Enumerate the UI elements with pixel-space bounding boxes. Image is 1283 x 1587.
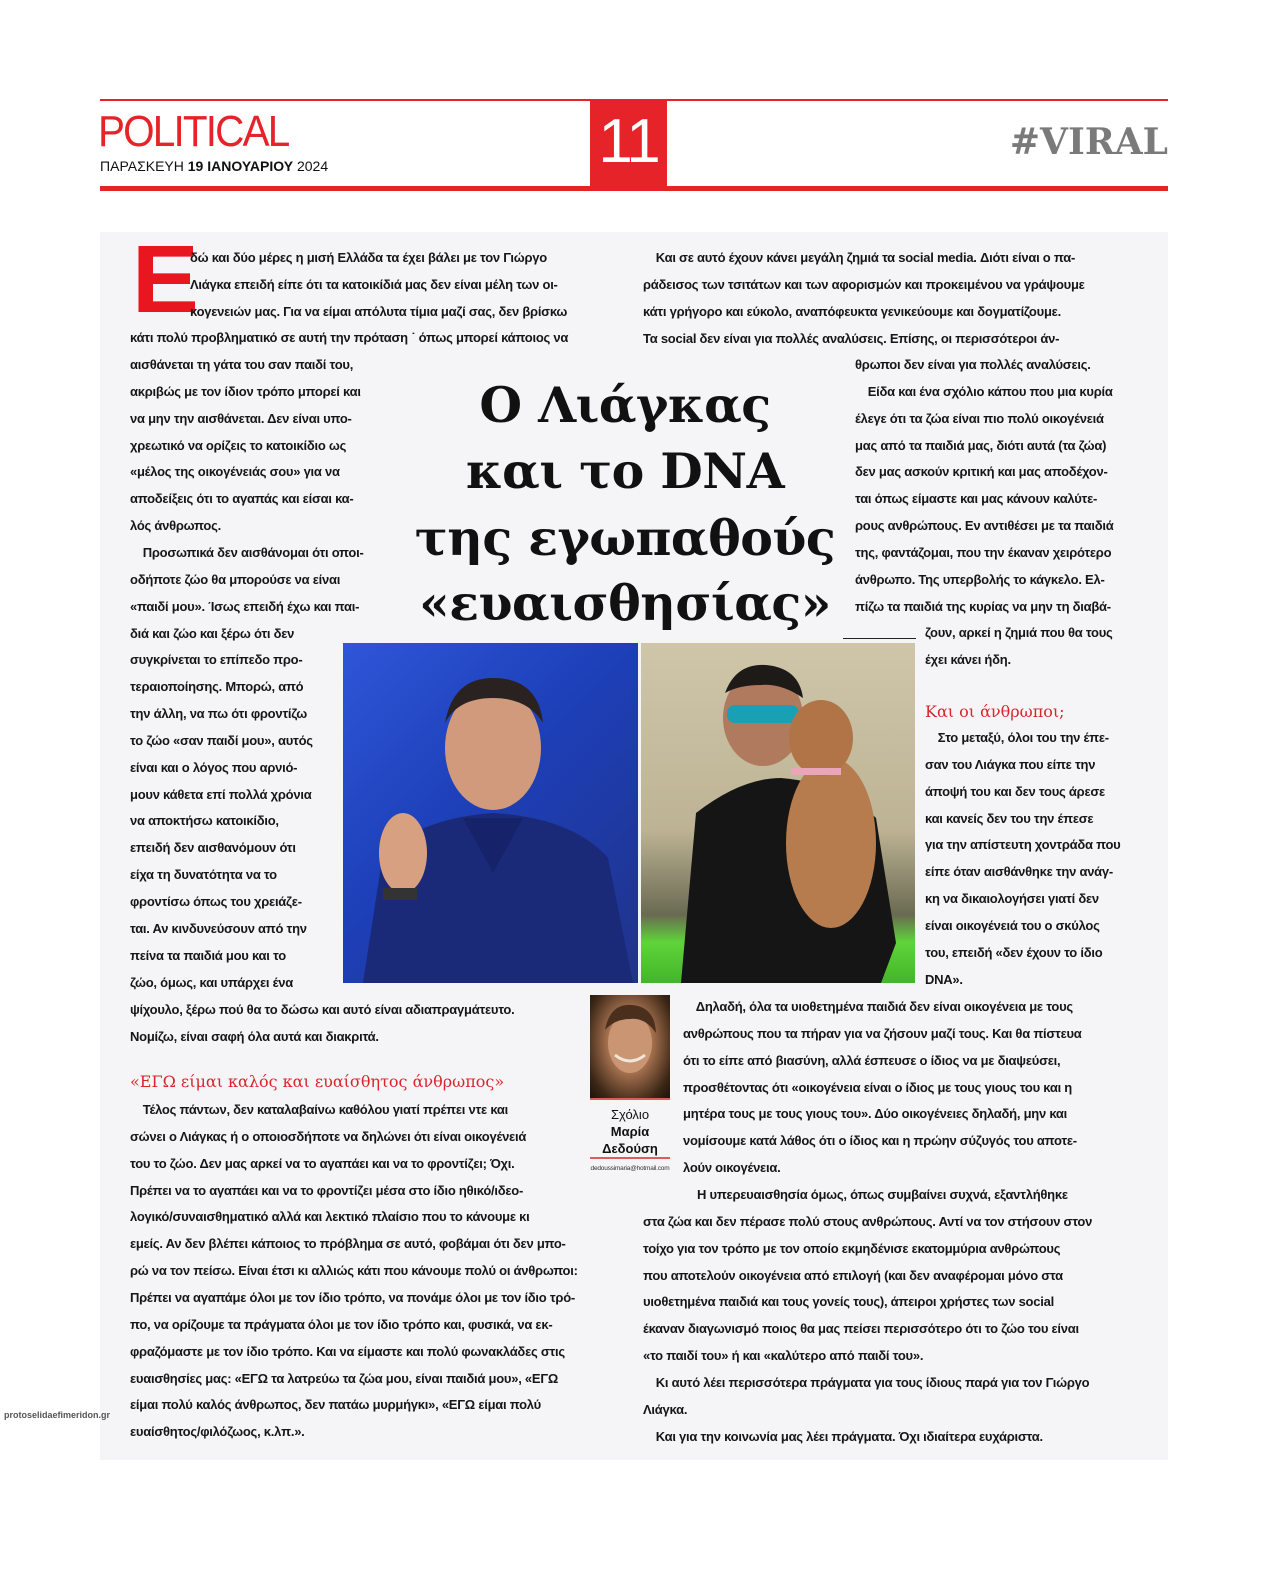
headline-line-3: της εγωπαθούς	[414, 509, 836, 567]
header-bottom-rule	[100, 186, 1168, 191]
photo-top-rule	[843, 638, 916, 639]
text-line: ρους ανθρώπους. Εν αντιθέσει με τα παιδιά	[855, 518, 1114, 534]
text-line: έκαναν διαγωνισμό ποιος θα μας πείσει περισσότερο ότι το ζώο του είναι	[643, 1321, 1079, 1337]
text-line: προσθέτοντας ότι «οικογένεια είναι ο ίδιος με τους γιους του και η	[683, 1079, 1073, 1095]
text-line: Πρέπει να το αγαπάει και να το φροντίζει μέσα στο ίδιο ηθικό/ιδεο-	[130, 1182, 524, 1198]
text-line: ζουν, αρκεί η ζημιά που θα τους	[925, 625, 1113, 640]
text-line: σώνει ο Λιάγκας ή ο οποιοσδήποτε να δηλώνει ότι είναι οικογένειά	[130, 1128, 527, 1144]
section-title: POLITICAL	[98, 107, 289, 156]
headline-line-4: «ευαισθησίας»	[419, 574, 831, 632]
text-line: μητέρα τους με τους γιους του». Δύο οικογένειες δηλαδή, μην και	[683, 1106, 1067, 1122]
text-line: λογικό/συναισθηματικό αλλά και λεκτικό πλαίσιο που το κάνουμε κι	[130, 1209, 530, 1225]
text-line: αποδείξεις ότι το αγαπάς και είσαι κα-	[130, 491, 354, 507]
dog-owner-illustration	[641, 643, 915, 983]
subheading-people: Και οι άνθρωποι;	[925, 702, 1065, 721]
text-line: για την απίστευτη χοντράδα που	[925, 837, 1121, 853]
text-line: λούν οικογένεια.	[683, 1160, 781, 1176]
text-line: «παιδί μου». Ίσως επειδή έχω και παι-	[130, 598, 360, 614]
subheading-ego: «ΕΓΩ είμαι καλός και ευαίσθητος άνθρωπος»	[130, 1072, 505, 1091]
text-line: πείνα τα παιδιά μου και το	[130, 947, 286, 963]
author-last-name: Δεδούση	[602, 1141, 658, 1156]
headline-line-1: Ο Λιάγκας	[479, 376, 771, 434]
text-line: ότι το είπε από βιασύνη, αλλά έσπευσε ο ίδιος να με διαψεύσει,	[683, 1052, 1061, 1068]
text-line: συγκρίνεται το επίπεδο προ-	[130, 652, 303, 668]
author-label: Σχόλιο	[610, 1107, 650, 1122]
text-line: είναι οικογένειά του ο σκύλος	[925, 917, 1100, 933]
text-line: να αποκτήσω κατοικίδιο,	[130, 813, 279, 829]
text-line: ευαισθησίες μας: «ΕΓΩ τα λατρεύω τα ζώα μου, είναι παιδιά μου», «ΕΓΩ	[130, 1370, 559, 1386]
text-line: έχει κάνει ήδη.	[925, 651, 1011, 667]
text-line: μουν κάθετα επί πολλά χρόνια	[130, 786, 312, 802]
text-line: επειδή δεν αισθανόμουν ότι	[130, 840, 296, 856]
text-line: φραζόμαστε με τον ίδιο τρόπο. Και να είμαστε και πολύ φωνακλάδες στις	[130, 1343, 565, 1359]
text-line: Και για την κοινωνία μας λέει πράγματα. Όχι ιδιαίτερα ευχάριστα.	[643, 1428, 1043, 1444]
text-line: ακριβώς με τον ίδιον τρόπο μπορεί και	[130, 383, 361, 399]
text-line: πίζω τα παιδιά της κυρίας να μην τη διαβά-	[855, 598, 1111, 614]
text-line: να μην την αισθάνεται. Δεν είναι υπο-	[130, 410, 352, 426]
text-line: Στο μεταξύ, όλοι του την έπε-	[925, 730, 1109, 745]
text-line: του το ζώο. Δεν μας αρκεί να το αγαπάει και να το φροντίζει; Όχι.	[130, 1155, 515, 1171]
text-line: νομίσουμε κατά λάθος ότι ο ίδιος και η πρώην σύζυγός του αποτε-	[683, 1133, 1077, 1149]
author-photo	[590, 995, 670, 1098]
text-line: ρώ να τον πείσω. Είναι έτσι κι αλλιώς κάτι που κάνουμε πολύ οι άνθρωποι:	[130, 1263, 578, 1279]
presenter-illustration	[343, 643, 638, 983]
drop-cap: Ε	[131, 226, 199, 333]
text-line: κη να δικαιολογήσει γιατί δεν	[925, 891, 1099, 907]
text-line: της, φαντάζομαι, που την έκαναν χειρότερο	[855, 544, 1112, 560]
text-line: Τα social δεν είναι για πολλές αναλύσεις. Επίσης, οι περισσότεροι άν-	[643, 330, 1060, 346]
text-line: «το παιδί του» ή και «καλύτερο από παιδί του».	[643, 1348, 924, 1364]
text-line: χρεωτικό να ορίζεις το κατοικίδιο ως	[130, 437, 347, 453]
date-main: 19 ΙΑΝΟΥΑΡΙΟΥ	[187, 158, 294, 174]
text-line: είπε όταν αισθάνθηκε την ανάγ-	[925, 864, 1113, 880]
text-line: Είδα και ένα σχόλιο κάπου που μια κυρία	[855, 383, 1113, 399]
author-first-name: Μαρία	[610, 1124, 650, 1139]
text-line: ται όπως είμαστε και μας κάνουν καλύτε-	[855, 491, 1098, 507]
text-line: άνθρωπο. Της υπερβολής το κάγκελο. Ελ-	[855, 571, 1105, 587]
text-line: μας από τα παιδιά μας, διότι αυτά (τα ζώα)	[855, 437, 1107, 453]
watermark: protoselidaefimeridon.gr	[4, 1410, 111, 1420]
text-line: Νομίζω, είναι σαφή όλα αυτά και διακριτά.	[130, 1028, 379, 1044]
text-line: την άλλη, να πω ότι φροντίζω	[130, 706, 307, 722]
text-line: του, επειδή «δεν έχουν το ίδιο	[925, 944, 1103, 960]
text-line: ψίχουλο, ξέρω πού θα το δώσω και αυτό είναι αδιαπραγμάτευτο.	[130, 1002, 515, 1017]
text-line: που αποτελούν οικογένεια από επιλογή (και δεν αναφέρομαι μόνο στα	[643, 1267, 1063, 1283]
text-line: «μέλος της οικογένειάς σου» για να	[130, 464, 340, 480]
author-caption-rule	[590, 1157, 670, 1159]
author-portrait	[590, 995, 670, 1098]
text-line: Προσωπικά δεν αισθάνομαι ότι οποι-	[130, 544, 364, 560]
issue-date	[100, 157, 328, 175]
author-photo-rule	[590, 1098, 670, 1100]
text-line: ανθρώπους που τα πήραν για να ζήσουν μαζί τους. Και θα πίστευα	[683, 1025, 1082, 1041]
photo-presenter	[343, 643, 638, 983]
text-line: άποψή του και δεν τους άρεσε	[925, 783, 1105, 799]
text-line: θρωποι δεν είναι για πολλές αναλύσεις.	[855, 357, 1091, 372]
text-line: ζώο, όμως, και υπάρχει ένα	[130, 974, 293, 990]
text-line: τοίχο για τον τρόπο με τον οποίο εκμηδένισε εκατομμύρια ανθρώπους	[643, 1240, 1061, 1256]
text-line: Τέλος πάντων, δεν καταλαβαίνω καθόλου γιατί πρέπει ντε και	[130, 1102, 508, 1117]
text-line: στα ζώα και δεν πέρασε πολύ στους ανθρώπους. Αντί να τον στήσουν στον	[643, 1213, 1093, 1229]
text-line: λός άνθρωπος.	[130, 518, 221, 534]
text-line: δώ και δύο μέρες η μισή Ελλάδα τα έχει βάλει με τον Γιώργο	[190, 250, 547, 265]
text-line: Δηλαδή, όλα τα υιοθετημένα παιδιά δεν είναι οικογένεια με τους	[683, 999, 1073, 1014]
text-line: Λιάγκα επειδή είπε ότι τα κατοικίδιά μας δεν είναι μέλη των οι-	[190, 276, 558, 292]
text-line: ται. Αν κινδυνεύσουν από την	[130, 920, 307, 936]
text-line: DNA».	[925, 971, 963, 987]
text-line: οδήποτε ζώο θα μπορούσε να είναι	[130, 571, 341, 587]
text-line: Λιάγκα.	[643, 1401, 688, 1417]
text-line: Κι αυτό λέει περισσότερα πράγματα για τους ίδιους παρά για τον Γιώργο	[643, 1374, 1090, 1390]
text-line: και κανείς δεν του την έπεσε	[925, 810, 1094, 826]
text-line: δεν μας ασκούν κριτική και μας αποδέχον-	[855, 464, 1108, 480]
text-line: έλεγε ότι τα ζώα είναι πιο πολύ οικογένειά	[855, 410, 1104, 426]
text-line: ευαίσθητος/φιλόζωος, κ.λπ.».	[130, 1424, 305, 1440]
text-line: είμαι πολύ καλός άνθρωπος, δεν πατάω μυρμήγκι», «ΕΓΩ είμαι πολύ	[130, 1397, 541, 1413]
text-line: Πρέπει να αγαπάμε όλοι με τον ίδιο τρόπο, να πονάμε όλοι με τον ίδιο τρό-	[130, 1289, 575, 1305]
text-line: κάτι γρήγορο και εύκολο, αναπόφευκτα γενικεύουμε και δογματίζουμε.	[643, 303, 1061, 319]
text-line: Η υπερευαισθησία όμως, όπως συμβαίνει συχνά, εξαντλήθηκε	[697, 1187, 1068, 1202]
photo-with-dog	[641, 643, 915, 983]
headline-line-2: και το DNA	[465, 442, 785, 500]
text-line: κογενειών μας. Για να είμαι απόλυτα τίμια μαζί σας, δεν βρίσκω	[190, 303, 568, 319]
date-year: 2024	[296, 158, 329, 174]
section-tag: #VIRAL	[1009, 121, 1168, 163]
text-line: εμείς. Αν δεν βλέπει κάποιος το πρόβλημα σε αυτό, φοβάμαι ότι δεν μπο-	[130, 1236, 566, 1252]
text-line: σαν του Λιάγκα που είπε την	[925, 756, 1096, 772]
text-line: τεραιοποίησης. Μπορώ, από	[130, 679, 304, 695]
author-email[interactable]: dedoussimaria@hotmail.com	[590, 1165, 670, 1172]
text-line: είναι και ο λόγος που αρνιό-	[130, 759, 298, 775]
text-line: πο, να ορίζουμε τα πράγματα όλοι με τον ίδιο τρόπο και, φυσικά, να εκ-	[130, 1316, 553, 1332]
text-line: Και σε αυτό έχουν κάνει μεγάλη ζημιά τα social media. Διότι είναι ο πα-	[643, 250, 1076, 265]
text-line: κάτι πολύ προβληματικό σε αυτή την πρόταση ˙ όπως μπορεί κάποιος να	[130, 330, 569, 345]
text-line: αισθάνεται τη γάτα του σαν παιδί του,	[130, 357, 354, 372]
date-day: ΠΑΡΑΣΚΕΥΗ	[100, 158, 184, 174]
text-line: είχα τη δυνατότητα να το	[130, 867, 277, 883]
text-line: φροντίσω όπως του χρειάζε-	[130, 894, 302, 909]
text-line: διά και ζώο και ξέρω ότι δεν	[130, 625, 295, 641]
text-line: υιοθετημένα παιδιά και τους γονείς τους), άπειροι χρήστες των social	[643, 1294, 1054, 1310]
text-line: το ζώο «σαν παιδί μου», αυτός	[130, 732, 313, 748]
page-number: 11	[590, 99, 667, 191]
text-line: ράδεισος των τσιτάτων και των αφορισμών και προκειμένου να γράψουμε	[643, 276, 1085, 292]
